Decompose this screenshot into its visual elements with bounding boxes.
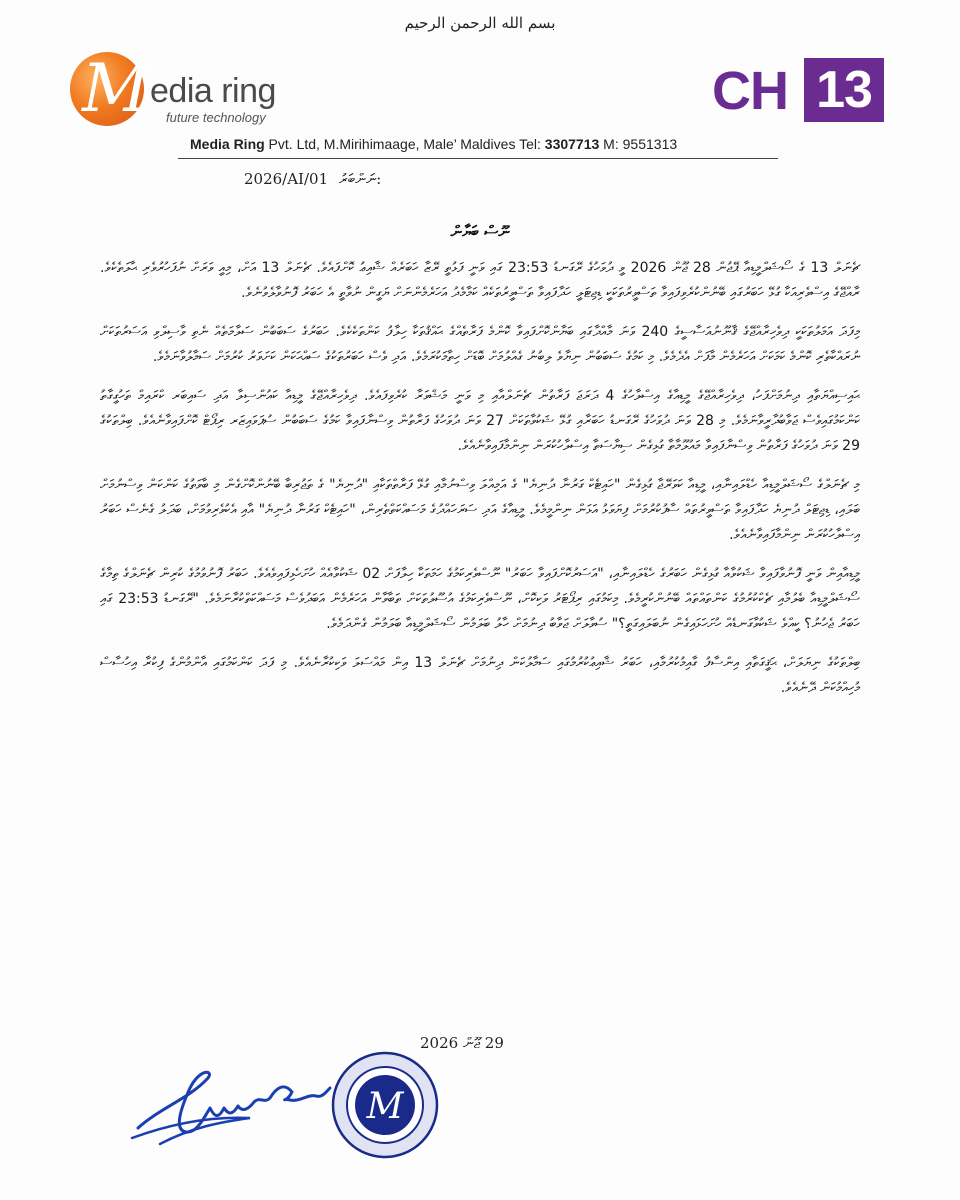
signature-icon xyxy=(130,1058,340,1148)
company-address xyxy=(190,136,677,152)
paragraph: ބިލްތަކުގެ ނިޔަލަށް، ޙަޤީގަތާއި އިންސާފު ގާއިމުކުރުމާއި، ހަބަރު ޝާއިޢުކުރުމުގައި ސަމާލުކަން ދިނުމަށް ޗެނަލް 13 އިން މައްސަލަ ވަކިކުރާނެއެވެ. މި ފަދަ ކަންކަމުގައި އާންމުންގެ ފިކުރާ އިހުސާސް މުހިއްމުކަން ދޭނެއެވެ. xyxy=(100,655,860,696)
ch-prefix: CH xyxy=(712,61,788,121)
media-ring-logo xyxy=(70,52,320,130)
address-details: Pvt. Ltd, M.Mirihimaage, Male’ Maldives Tel: xyxy=(264,136,545,152)
ch13-logo xyxy=(712,58,890,124)
stamp-icon xyxy=(330,1050,440,1160)
header-divider xyxy=(178,158,778,159)
paragraph: މި ޗެނަލްގެ ސޯޝަލްމީޑިއާ ހެޑްލައިނާއި، މީޑިއާ ކަވަރޭޖާ ގުޅިގެން "ހައިޓެކް ގަރުނާ ދުނިޔެ" ގެ އަމިއްލަ ވިސްނުމާއި ގުޅޭ ފަރާތްތަކާއި "ދުނިޔެ" ގެ ތަޖުރިބާ ބޭނުންކޮށްގެން މި ބާވަތުގެ ކަންކަން ވިސްނުމަށް ބަލައި، ޑިޖިޓަލް ދުނިޔެ ހަދާފައިވާ ތަސްވީރުތައް ސާފުކުރުމަށް ފިޔަވަޅު އަޅަން ނިންމީމެވެ. މީޑިއާގެ އަދި ސަރަހައްދުގެ މަސައްކަތްތެރިން، "ހައިޓެކް ގަރުނާ ދުނިޔެ" އާއި އެކުވެރިވުމަށް، ބަދަލު ގެނެސް ހަބަރު އިސްލާހުކުރަން ނިންމާފައިވާނެއެވެ. xyxy=(100,477,860,543)
address-mobile: 9551313 xyxy=(622,136,678,152)
letter-body xyxy=(100,256,860,715)
ch-number: 13 xyxy=(816,61,872,119)
address-company: Media Ring xyxy=(190,136,265,152)
press-release-heading: ނޫސް ބަޔާން xyxy=(450,222,510,241)
date-line: 29 ޖޫން 2026 xyxy=(420,1034,504,1052)
address-mobile-label: M: xyxy=(599,136,623,152)
paragraph: ޗެނަލް 13 ގެ ސޯޝަލްމީޑިއާ ޕޭޖުން 28 ޖޫން 2026 ވީ ދުވަހުގެ ރޭގަނޑު 23:53 ގައި ވަނީ ފަޅުތީ ރޭޒާ ހަބަރެއް ޝާއިޢު ކޮށްފައެވެ. ޗެނަލް 13 އަށް، މިއީ ވަރަށް ނުފަހުރުވެރި ޙާލަތެކެވެ. ރާއްޖޭގެ އިސްވެރިއަކާ ގުޅޭ ހަބަރުގައި ބޭނުންކުރެވިފައިވާ ތަސްވީރުތަކަކީ ޑިޖިޓަލީ ހަދާފައިވާ ތަސްވީރުތަކެއް ކަމާމެދު އަހަރެމެންނަށް ޔަގީން ނުވާތީ އެ ހަބަރު ފޮނުވާލެވުނެވެ. xyxy=(100,260,860,301)
reference-number: 2026/AI/01 xyxy=(244,170,329,188)
reference-line xyxy=(244,170,381,188)
stamp-letter: M xyxy=(366,1086,404,1127)
paragraph: މީޑިއާއިން ވަނީ ފޮނުވާފައިވާ ޝަކުވާއާ ގުޅިގެން ހަބަރުގެ ހެޑްލައިނާއި، "އަސަރުކޮށްފައިވާ ހަބަރު" ނޫސްވެރިކަމުގެ ހަމަތަކާ ހިލާފަށް 02 ޝަކުވާއެއް ހުށަހެޅިފައިވެއެވެ. ހަބަރު ފޮނުވުމުގެ ކުރިން ޗެނަލްގެ ތިމާގެ ސޯޝަލްމީޑިއާ ބެލުމާއި ޗެކްކުރުމުގެ ކަންތައްތައް ބޭނުންކުރީމެވެ. މިކަމުގައި ރިޕޯޓަރު ވަކިކޮށް، ނޫސްވެރިކަމުގެ އުސޫލުތަކަށް ތަބާވާން އަހަރެމެން އަބަދުވެސް މަސައްކަތްކުރާނަމެވެ. "ރޭގަނޑު 23:53 ގައި ހަބަރު ޖެހުނު؟ ކީއްވެ ޝަކުވާގަނޑެއް ހުށަހަޅައިގެން ނުބަލައިގަތީ؟" ސުވާލަށް ޖަވާބު ދިނުމަށް ހާލު ބަލަމުން ސޯޝަލްމީޑިއާ ބަލަމުން ގެންދަމެވެ. xyxy=(100,566,861,632)
logo-tagline: future technology xyxy=(166,110,266,125)
paragraph: މިފަދަ އަމަލުތަކަކީ ދިވެހިރާއްޖޭގެ ޤާނޫނުއަސާސީގެ 240 ވަނަ މާއްދާގައި ބަޔާންކޮށްފައިވާ ކޮންމެ ފަރާތެއްގެ ޙައްޤުތަކާ ހިލާފު ކަންތަކެކެވެ. ހަބަރުގެ ސަބަބުން ސަލާމަތެއް ނެތި ވާސިލްވި އަސަރުތަކަށް ނުރައްކާތެރި ކޮންމެ ކަމަކަށް އަހަރެމެން މާފަށް އެދެމެވެ. މި ކަމުގެ ސަބަބުން ނިޔާވެ ލިބުނު ގެއްލުމަށް ބޮޑަށް ހިތާމަކުރަމެވެ. އަދި ވެސް ހަބަރުތަކުގެ ސައްޙަކަން ކަށަވަރު ކުރުމަށް ސަމާލުވާނަމެވެ. xyxy=(100,324,860,365)
reference-label: ނަންބަރު: xyxy=(338,170,382,188)
logo-letter: M xyxy=(82,50,150,127)
logo-name: edia ring xyxy=(150,72,276,110)
paragraph: ޙައިސިއްޔަތާއި ދިނުމަށްފަހު، ދިވެހިރާއްޖޭގެ މީޑިއާގެ އިސްލާހުގެ 4 ދަރަޖަ ފަރާތުން ޗެނަލްއާއި މި ވަނީ މަޝްވަރާ ކުރެވިފައެވެ. ދިވެހިރާއްޖޭގެ މީޑިއާ ކައުންސިލާ އަދި ސައިބަރ ކްރައިމް ތަހުގީގާތު ކަންކަމުގައިވެސް ޖަވާބުދާރީވާނަމެވެ. މި 28 ވަނަ ދުވަހުގެ ރޭގަނޑު ހަބަރާއި ގުޅޭ ޝަކުވާތަކަށް 27 ވަނަ ދުވަހުގެ ފަރާތުން ވިސްނާފައިވާ ކަމުގެ ސަބަބުން ސުޕަވައިޒަރ ރިޕޯޓް ކޮށްފައިވާނެއެވެ. ބިލްތަކުގެ 29 ވަނަ ދުވަހުގެ ފަރާތުން ވިސްނާފައިވާ މައުލޫމާތާ ގުޅިގެން ސިޔާސަތާ އިސްލާހުކުރަން ނިންމާފައިވާނެއެވެ. xyxy=(100,388,860,454)
address-tel: 3307713 xyxy=(544,136,600,152)
bismillah: بسم الله الرحمن الرحيم xyxy=(404,14,556,32)
ch-number-box xyxy=(804,58,884,122)
